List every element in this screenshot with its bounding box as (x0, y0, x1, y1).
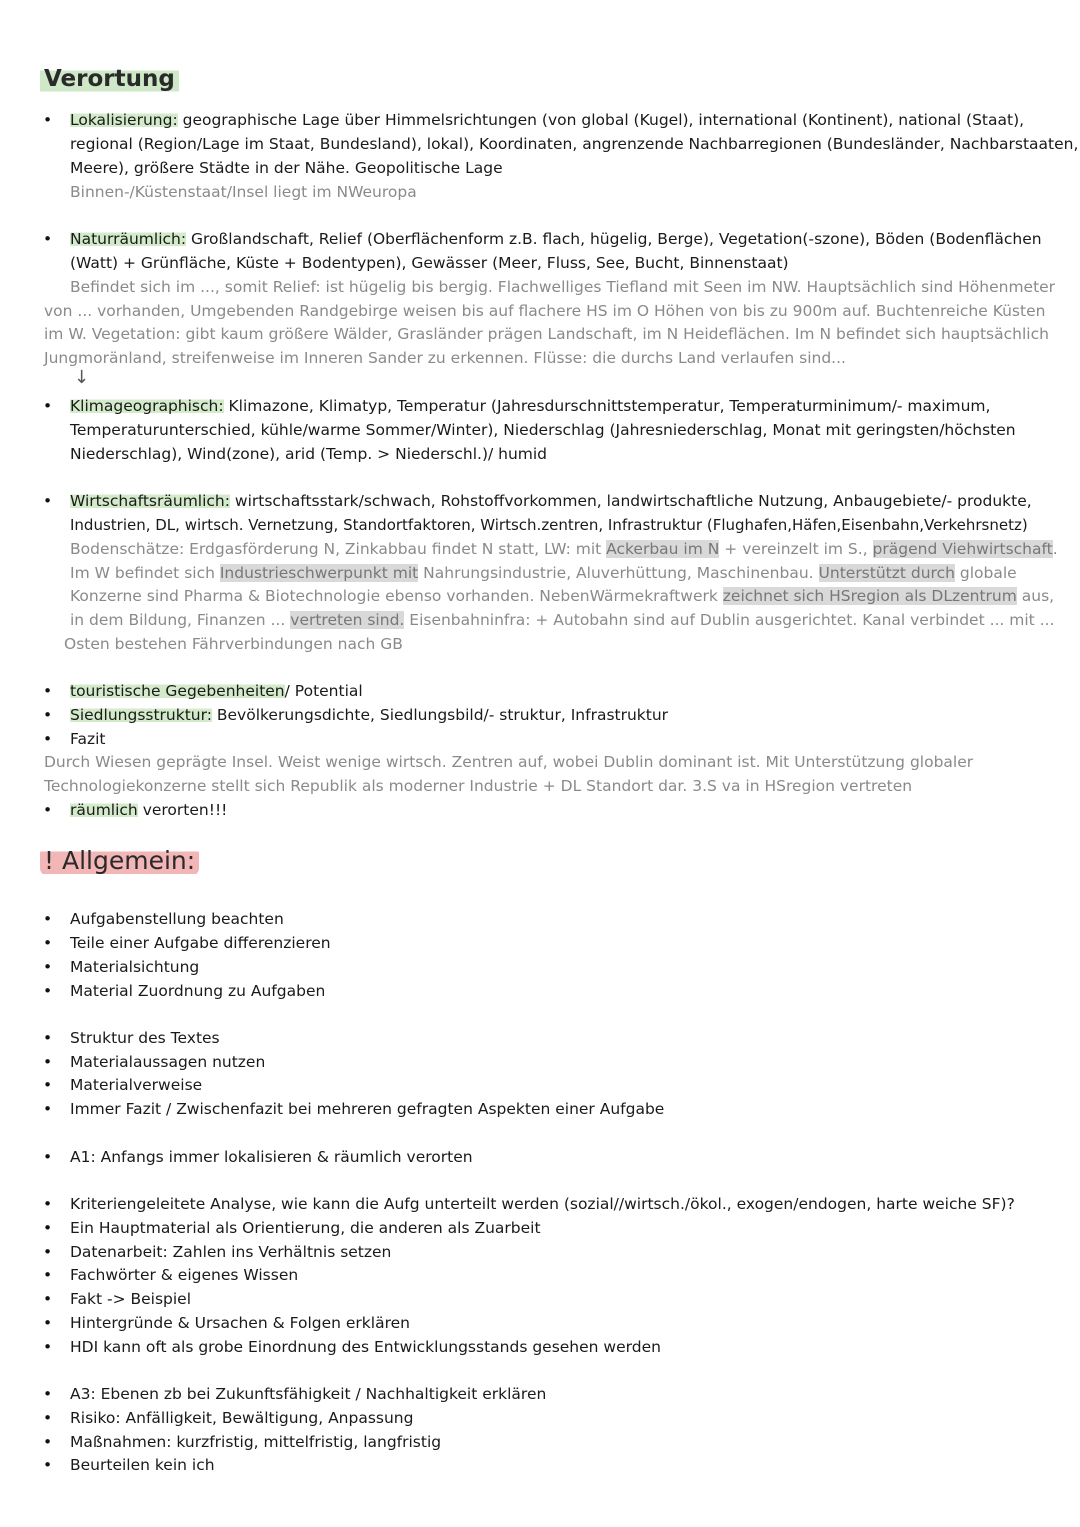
bullet-tourismus (70, 679, 363, 703)
note-text: Eisenbahninfra: + Autobahn sind auf Dublin ausgerichtet. Kanal verbindet ... mit ... (404, 611, 1055, 629)
section-title-allgemein: ! Allgemein: (40, 846, 199, 876)
section-title-verortung: Verortung (40, 64, 179, 94)
note-line: von ... vorhanden, Umgebenden Randgebirge weisen bis auf flachere HS im O Höhen von bis zu 900m auf. Buchtenreiche Küsten (44, 302, 1046, 320)
note-highlight: prägend Viehwirtschaft (872, 540, 1053, 558)
bullet-label: Naturräumlich: (70, 230, 187, 248)
list-item: • Fachwörter & eigenes Wissen (70, 1263, 298, 1287)
bullet-text: geographische Lage über Himmelsrichtungen (von global (Kugel), international (Kontinent), national (Staat), (177, 111, 1025, 129)
note-text: . (1052, 540, 1058, 558)
list-item: • Beurteilen kein ich (70, 1453, 215, 1477)
bullet-label: räumlich (70, 801, 138, 819)
list-item: • Struktur des Textes (70, 1026, 220, 1050)
list-item: • HDI kann oft als grobe Einordnung des Entwicklungsstands gesehen werden (70, 1335, 661, 1359)
bullet-text: Großlandschaft, Relief (Oberflächenform z.B. flach, hügelig, Berge), Vegetation(-szone), Böden (Bodenflächen (186, 230, 1042, 248)
text-line: Industrien, DL, wirtsch. Vernetzung, Standortfaktoren, Wirtsch.zentren, Infrastruktur (Flughafen,Häfen,Eisenbahn,Verkehrsnetz) (70, 516, 1028, 534)
bullet-raeumlich (70, 798, 227, 822)
note-text: Konzerne sind Pharma & Biotechnologie ebenso vorhanden. NebenWärmekraftwerk (70, 587, 723, 605)
bullet-lokalisierung (70, 108, 1024, 132)
note-line: im W. Vegetation: gibt kaum größere Wälder, Grasländer prägen Landschaft, im N Heideflächen. Im N befindet sich hauptsächlich (44, 325, 1049, 343)
list-item: • Risiko: Anfälligkeit, Bewältigung, Anpassung (70, 1406, 413, 1430)
note-line (70, 561, 1017, 585)
list-item: • Materialaussagen nutzen (70, 1050, 265, 1074)
list-item: • Material Zuordnung zu Aufgaben (70, 979, 325, 1003)
list-item: • Ein Hauptmaterial als Orientierung, die anderen als Zuarbeit (70, 1216, 541, 1240)
note-text: + vereinzelt im S., (719, 540, 873, 558)
note-line (70, 608, 1054, 632)
note-line: Osten bestehen Fährverbindungen nach GB (64, 635, 403, 653)
list-item: • Fakt -> Beispiel (70, 1287, 191, 1311)
note-highlight: Industrieschwerpunkt mit (219, 564, 419, 582)
note-text: Im W befindet sich (70, 564, 220, 582)
note-line: Technologiekonzerne stellt sich Republik als moderner Industrie + DL Standort dar. 3.S va in HSregion vertreten (44, 777, 913, 795)
text-line: regional (Region/Lage im Staat, Bundesland), lokal), Koordinaten, angrenzende Nachbarregionen (Bundesländer, Nachbarstaaten, (70, 135, 1079, 153)
bullet-naturraeumlich (70, 227, 1042, 251)
bullet-fazit: • Fazit (70, 727, 106, 751)
list-item: • Hintergründe & Ursachen & Folgen erklären (70, 1311, 410, 1335)
bullet-text: Bevölkerungsdichte, Siedlungsbild/- struktur, Infrastruktur (211, 706, 669, 724)
note-line (70, 537, 1058, 561)
note-text: in dem Bildung, Finanzen ... (70, 611, 291, 629)
list-item: • Materialverweise (70, 1073, 202, 1097)
bullet-label: touristische Gegebenheiten (70, 682, 285, 700)
list-item: • Kriteriengeleitete Analyse, wie kann die Aufg unterteilt werden (sozial//wirtsch./ökol., exogen/endogen, harte weiche SF)? (70, 1192, 1015, 1216)
bullet-text: wirtschaftsstark/schwach, Rohstoffvorkommen, landwirtschaftliche Nutzung, Anbaugebiete/- produkte, (229, 492, 1032, 510)
bullet-label: Siedlungsstruktur: (70, 706, 212, 724)
list-item: • Maßnahmen: kurzfristig, mittelfristig, langfristig (70, 1430, 441, 1454)
text-line: (Watt) + Grünfläche, Küste + Bodentypen), Gewässer (Meer, Fluss, See, Bucht, Binnenstaat) (70, 254, 789, 272)
bullet-wirtschaft (70, 489, 1032, 513)
note-highlight: Ackerbau im N (606, 540, 720, 558)
list-item: • A1: Anfangs immer lokalisieren & räumlich verorten (70, 1145, 473, 1169)
note-highlight: zeichnet sich HSregion als DLzentrum (722, 587, 1017, 605)
list-item: • Datenarbeit: Zahlen ins Verhältnis setzen (70, 1240, 391, 1264)
bullet-siedlung (70, 703, 668, 727)
note-line: Befindet sich im ..., somit Relief: ist hügelig bis bergig. Flachwelliges Tiefland mit Seen im NW. Hauptsächlich sind Höhenmeter (70, 278, 1056, 296)
note-line: Durch Wiesen geprägte Insel. Weist wenige wirtsch. Zentren auf, wobei Dublin dominant ist. Mit Unterstützung globaler (44, 753, 974, 771)
list-item: • Materialsichtung (70, 955, 199, 979)
list-item: • Immer Fazit / Zwischenfazit bei mehreren gefragten Aspekten einer Aufgabe (70, 1097, 664, 1121)
bullet-label: Klimageographisch: (70, 397, 224, 415)
bullet-text: / Potential (284, 682, 363, 700)
note-line (70, 584, 1054, 608)
note-text: globale (954, 564, 1017, 582)
note-highlight: Unterstützt durch (818, 564, 955, 582)
bullet-label: Lokalisierung: (70, 111, 178, 129)
note-line: Jungmoränland, streifenweise im Inneren Sander zu erkennen. Flüsse: die durchs Land verlaufen sind... (44, 349, 846, 367)
list-item: • Aufgabenstellung beachten (70, 907, 284, 931)
down-arrow-icon: ↓ (74, 367, 90, 388)
note-highlight: vertreten sind. (290, 611, 405, 629)
text-line: Temperaturunterschied, kühle/warme Sommer/Winter), Niederschlag (Jahresniederschlag, Monat mit geringsten/höchsten (70, 421, 1016, 439)
text-line: Meere), größere Städte in der Nähe. Geopolitische Lage (70, 159, 503, 177)
note-text: Bodenschätze: Erdgasförderung N, Zinkabbau findet N statt, LW: mit (70, 540, 607, 558)
list-item: • A3: Ebenen zb bei Zukunftsfähigkeit / Nachhaltigkeit erklären (70, 1382, 546, 1406)
note-line: Binnen-/Küstenstaat/Insel liegt im NWeuropa (70, 183, 417, 201)
note-text: aus, (1016, 587, 1055, 605)
bullet-label: Wirtschaftsräumlich: (70, 492, 230, 510)
list-item: • Teile einer Aufgabe differenzieren (70, 931, 331, 955)
bullet-klima (70, 394, 990, 418)
note-text: Nahrungsindustrie, Aluverhüttung, Maschinenbau. (418, 564, 819, 582)
bullet-text: verorten!!! (137, 801, 228, 819)
text-line: Niederschlag), Wind(zone), arid (Temp. > Niederschl.)/ humid (70, 445, 548, 463)
bullet-text: Klimazone, Klimatyp, Temperatur (Jahresdurschnittstemperatur, Temperaturminimum/- maximum, (223, 397, 991, 415)
